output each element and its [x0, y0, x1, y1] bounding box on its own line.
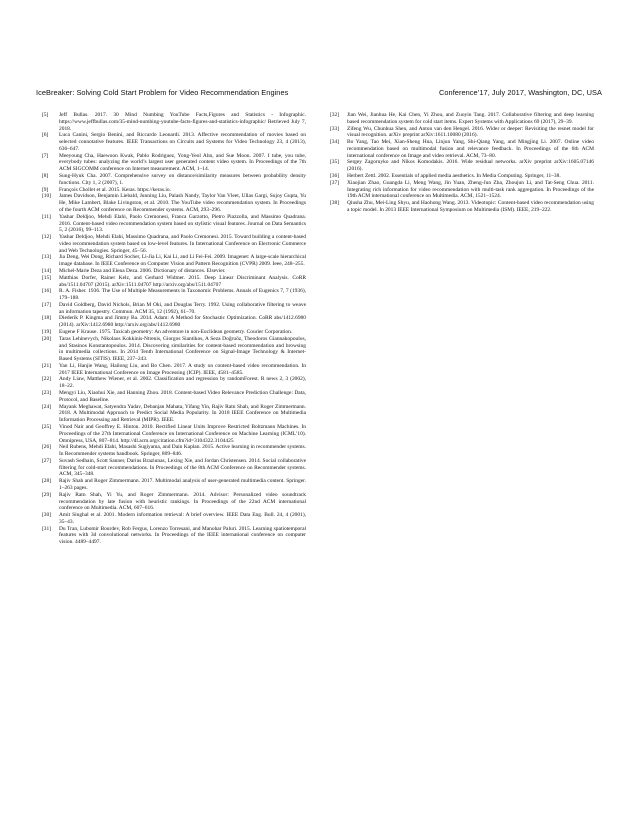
reference-text: Zifeng Wu, Chunhua Shen, and Anton van den Hengel. 2016. Wider or deeper: Revisiting the resnet model for visual recognition. arXiv preprint arXiv:1611.10080 (2016). [347, 125, 594, 139]
reference-item [42, 512, 306, 526]
reference-number: [15] [42, 274, 52, 281]
reference-text: Andy Liaw, Matthew Wiener, et al. 2002. Classification and regression by randomForest. R news 2, 3 (2002), 18–22. [59, 376, 306, 390]
reference-number: [18] [42, 315, 52, 322]
reference-item [330, 200, 594, 214]
reference-text: Bo Yang, Tao Mei, Xian-Sheng Hua, Linjun Yang, Shi-Qiang Yang, and Mingjing Li. 2007. Online video recommendation based on multimodal fusion and relevance feedback. In Proceedings of the 6th ACM international conference on Image and video retrieval. ACM, 73–80. [347, 139, 594, 159]
header-venue: Conference’17, July 2017, Washington, DC, USA [438, 88, 602, 97]
reference-text: Suvash Sedhain, Scott Sanner, Darius Braziunas, Lexing Xie, and Jordan Christensen. 2014. Social collaborative filtering for cold-start recommendations. In Proceedings of the 8th ACM Conference on Recommender systems. ACM, 345–348. [59, 457, 306, 478]
reference-item [42, 526, 306, 546]
reference-item [42, 268, 306, 275]
reference-text: Herbert Zettl. 2002. Essentials of applied media aesthetics. In Media Computing. Springer, 11–38. [347, 173, 561, 180]
reference-text: Luca Canini, Sergio Benini, and Riccardo Leonardi. 2013. Affective recommendation of movies based on selected connotative features. IEEE Transactions on Circuits and Systems for Video Technology 23, 4 (2013), 636–647. [59, 132, 306, 152]
reference-item [42, 404, 306, 424]
reference-item [42, 478, 306, 492]
reference-item [42, 173, 306, 187]
reference-item [42, 363, 306, 377]
reference-text: Jeff Bullas. 2017. 30 Mind Numbing YouTube Facts,Figures and Statistics - Infographic. https://www.jeffbullas.com/35-mind-numbing-youtube-facts-figures-and-statistics-infographic/ Retrieved July 7, 2018. [59, 112, 306, 132]
reference-text: Meeyoung Cha, Haewoon Kwak, Pablo Rodriguez, Yong-Yeol Ahn, and Sue Moon. 2007. I tube, you tube, everybody tubes: analyzing the world’s largest user generated content video system. In Proceedings of the 7th ACM SIGCOMM conference on Internet measurement. ACM, 1–14. [59, 152, 306, 173]
reference-text: James Davidson, Benjamin Liebald, Junning Liu, Palash Nandy, Taylor Van Vleet, Ullas Gargi, Sujoy Gupta, Yu He, Mike Lambert, Blake Livingston, et al. 2010. The YouTube video recommendation system. In Proceedings of the fourth ACM conference on Recommender systems. ACM, 293–296. [59, 193, 306, 213]
reference-number: [26] [42, 444, 52, 451]
reference-text: David Goldberg, David Nichols, Brian M Oki, and Douglas Terry. 1992. Using collaborative filtering to weave an information tapestry. Commun. ACM 35, 12 (1992), 61–70. [59, 301, 306, 315]
reference-number: [11] [42, 213, 51, 220]
reference-number: [13] [42, 254, 52, 261]
reference-item [42, 329, 306, 336]
reference-text: Neil Rubens, Mehdi Elahi, Masashi Sugiyama, and Dain Kaplan. 2015. Active learning in recommender systems. In Recommender systems handbook. Springer, 809–846. [59, 444, 306, 458]
reference-text: Eugene F Krause. 1975. Taxicab geometry: An adventure in non-Euclidean geometry. Courier Corporation. [59, 329, 293, 335]
reference-text: Xiaojian Zhao, Guangda Li, Meng Wang, Jin Yuan, Zheng-Jun Zha, Zhoujun Li, and Tat-Seng Chua. 2011. Integrating rich information for video recommendation with multi-task rank aggregation. In Proceedings of the 19th ACM international conference on Multimedia. ACM, 1521–1524. [347, 179, 594, 200]
reference-text: Jian Wei, Jianhua He, Kai Chen, Yi Zhou, and Zuoyin Tang. 2017. Collaborative filtering and deep learning based recommendation system for cold start items. Expert Systems with Applications 69 (2017), 29–39. [347, 112, 594, 125]
reference-item [42, 193, 306, 213]
reference-text: Rajiv Ratn Shah, Yi Yu, and Roger Zimmermann. 2014. Advisor: Personalized video soundtrack recommendation by late fusion with heuristic rankings. In Proceedings of the 22nd ACM international conference on Multimedia. ACM, 607–616. [59, 491, 306, 512]
running-header [36, 88, 602, 97]
reference-item [42, 458, 306, 478]
reference-number: [25] [42, 423, 52, 430]
reference-number: [31] [42, 525, 52, 532]
reference-number: [8] [42, 173, 49, 180]
reference-item [42, 444, 306, 458]
reference-number: [7] [42, 152, 49, 159]
reference-item [42, 132, 306, 152]
reference-item [330, 159, 594, 173]
reference-number: [34] [330, 139, 340, 146]
reference-item [42, 153, 306, 173]
reference-text: Vinod Nair and Geoffrey E. Hinton. 2010. Rectified Linear Units Improve Restricted Boltzmann Machines. In Proceedings of the 27th International Conference on International Conference on Machine Learning (ICML’10). Omnipress, USA, 807–814. http://dl.acm.org/citation.cfm?id=3104322.3104425 [59, 423, 306, 444]
reference-number: [12] [42, 234, 52, 241]
reference-item [42, 288, 306, 302]
reference-number: [32] [330, 112, 340, 118]
reference-number: [29] [42, 491, 52, 498]
reference-number: [38] [330, 200, 340, 207]
reference-text: Amit Singhal et al. 2001. Modern information retrieval: A brief overview. IEEE Data Eng. Bull. 24, 4 (2001), 35–43. [59, 512, 306, 525]
reference-number: [5] [42, 112, 49, 118]
reference-number: [35] [330, 159, 340, 166]
reference-number: [9] [42, 186, 49, 193]
reference-item [42, 492, 306, 512]
reference-text: Michel-Marie Deza and Elena Deza. 2006. Dictionary of distances. Elsevier. [59, 267, 226, 274]
reference-item [42, 214, 306, 234]
reference-item [42, 302, 306, 316]
reference-number: [28] [42, 478, 52, 485]
reference-text: Sung-Hyuk Cha. 2007. Comprehensive survey on distance/similarity measures between probability density functions. City 1, 2 (2007), 1. [59, 173, 306, 186]
reference-item [42, 234, 306, 254]
reference-text: Yashar Deldjoo, Mehdi Elahi, Paolo Cremonesi, Franca Garzotto, Pietro Piazzolla, and Massimo Quadrana. 2016. Content-based video recommendation system based on stylistic visual features. Journal on Data Semantics 5, 2 (2016), 99–113. [59, 213, 306, 234]
reference-item [330, 126, 594, 140]
reference-item [42, 187, 306, 194]
reference-number: [20] [42, 335, 52, 342]
reference-number: [23] [42, 390, 52, 397]
reference-item [42, 315, 306, 329]
reference-item [42, 390, 306, 404]
reference-item [42, 254, 306, 268]
reference-text: Mayank Meghawat, Satyendra Yadav, Debanjan Mahata, Yifang Yin, Rajiv Ratn Shah, and Roger Zimmermann. 2018. A Multimodal Approach to Predict Social Media Popularity. In 2018 IEEE Conference on Multimedia Information Processing and Retrieval (MIPR). IEEE. [59, 403, 306, 424]
reference-text: Sergey Zagoruyko and Nikos Komodakis. 2016. Wide residual networks. arXiv preprint arXiv:1605.07146 (2016). [347, 159, 594, 173]
reference-number: [10] [42, 193, 52, 200]
reference-number: [27] [42, 457, 52, 464]
reference-number: [19] [42, 329, 52, 335]
reference-text: Matthias Dorfer, Rainer Kelz, and Gerhard Widmer. 2015. Deep Linear Discriminant Analysis. CoRR abs/1511.04707 (2015). arXiv:1511.04707 http://arxiv.org/abs/1511.04707 [59, 274, 306, 288]
reference-text: Taras Lehinevych, Nikolaos Kokkinis-Ntrenis, Giorgos Siantikos, A Seza Doğruöz, Theodoros Giannakopoulos, and Stasinos Konstantopoulos. 2014. Discovering similarities for content-based recommendation and browsing in multimedia collections. In 2014 Tenth International Conference on Signal-Image Technology & Internet-Based Systems (SITIS). IEEE, 237–243. [59, 335, 306, 363]
reference-text: Jia Deng, Wei Dong, Richard Socher, Li-Jia Li, Kai Li, and Li Fei-Fei. 2009. Imagenet: A large-scale hierarchical image database. In IEEE Conference on Computer Vision and Pattern Recognition (CVPR) 2009. Ieee, 248–255. [59, 254, 306, 268]
reference-text: Yashar Deldjoo, Mehdi Elahi, Massimo Quadrana, and Paolo Cremonesi. 2015. Toward building a content-based video recommendation system based on low-level features. In International Conference on Electronic Commerce and Web Technologies. Springer, 45–56. [59, 234, 306, 254]
reference-item [42, 112, 306, 132]
reference-item [42, 336, 306, 363]
reference-item [330, 112, 594, 126]
reference-item [42, 376, 306, 390]
reference-number: [22] [42, 376, 52, 383]
reference-item [330, 139, 594, 159]
reference-text: Diederik P. Kingma and Jimmy Ba. 2014. Adam: A Method for Stochastic Optimization. CoRR abs/1412.6980 (2014). arXiv:1412.6980 http://arxiv.org/abs/1412.6980 [59, 315, 306, 329]
reference-number: [21] [42, 362, 52, 369]
reference-number: [16] [42, 288, 52, 295]
reference-number: [6] [42, 132, 49, 139]
reference-text: R. A. Fisher. 1936. The Use of Multiple Measurements in Taxonomic Problems. Annals of Eugenics 7, 7 (1936), 179–188. [59, 288, 306, 302]
reference-text: Mengyi Liu, Xiaohui Xie, and Hanning Zhou. 2018. Content-based Video Relevance Prediction Challenge: Data, Protocol, and Baseline. [59, 390, 306, 403]
reference-text: Qiusha Zhu, Mei-Ling Shyu, and Haohong Wang. 2013. Videotopic: Content-based video recommendation using a topic model. In 2013 IEEE International Symposium on Multimedia (ISM). IEEE, 219–222. [347, 200, 594, 213]
reference-number: [37] [330, 179, 340, 186]
reference-number: [17] [42, 301, 52, 308]
reference-number: [30] [42, 512, 52, 519]
reference-number: [14] [42, 267, 52, 274]
reference-text: Yan Li, Hanjie Wang, Hailong Liu, and Bo Chen. 2017. A study on content-based video recommendation. In 2017 IEEE International Conference on Image Processing (ICIP). IEEE, 4581–4585. [59, 362, 306, 376]
reference-item [330, 173, 594, 180]
reference-item [42, 275, 306, 289]
reference-text: Rajiv Shah and Roger Zimmermann. 2017. Multimodal analysis of user-generated multimedia content. Springer. 1–263 pages. [59, 478, 306, 491]
reference-number: [33] [330, 125, 340, 132]
reference-text: François Chollet et al. 2015. Keras. https://keras.io. [59, 186, 171, 193]
reference-number: [36] [330, 173, 340, 180]
reference-item [42, 424, 306, 444]
reference-number: [24] [42, 403, 52, 410]
references-column-right [330, 112, 594, 214]
references-column-left [42, 112, 306, 546]
reference-item [330, 180, 594, 200]
header-title: IceBreaker: Solving Cold Start Problem for Video Recommendation Engines [36, 88, 289, 97]
reference-text: Du Tran, Lubomir Bourdev, Rob Fergus, Lorenzo Torresani, and Manohar Paluri. 2015. Learning spatiotemporal features with 3d convolutional networks. In Proceedings of the IEEE international conference on computer vision. 4489–4497. [59, 525, 306, 546]
